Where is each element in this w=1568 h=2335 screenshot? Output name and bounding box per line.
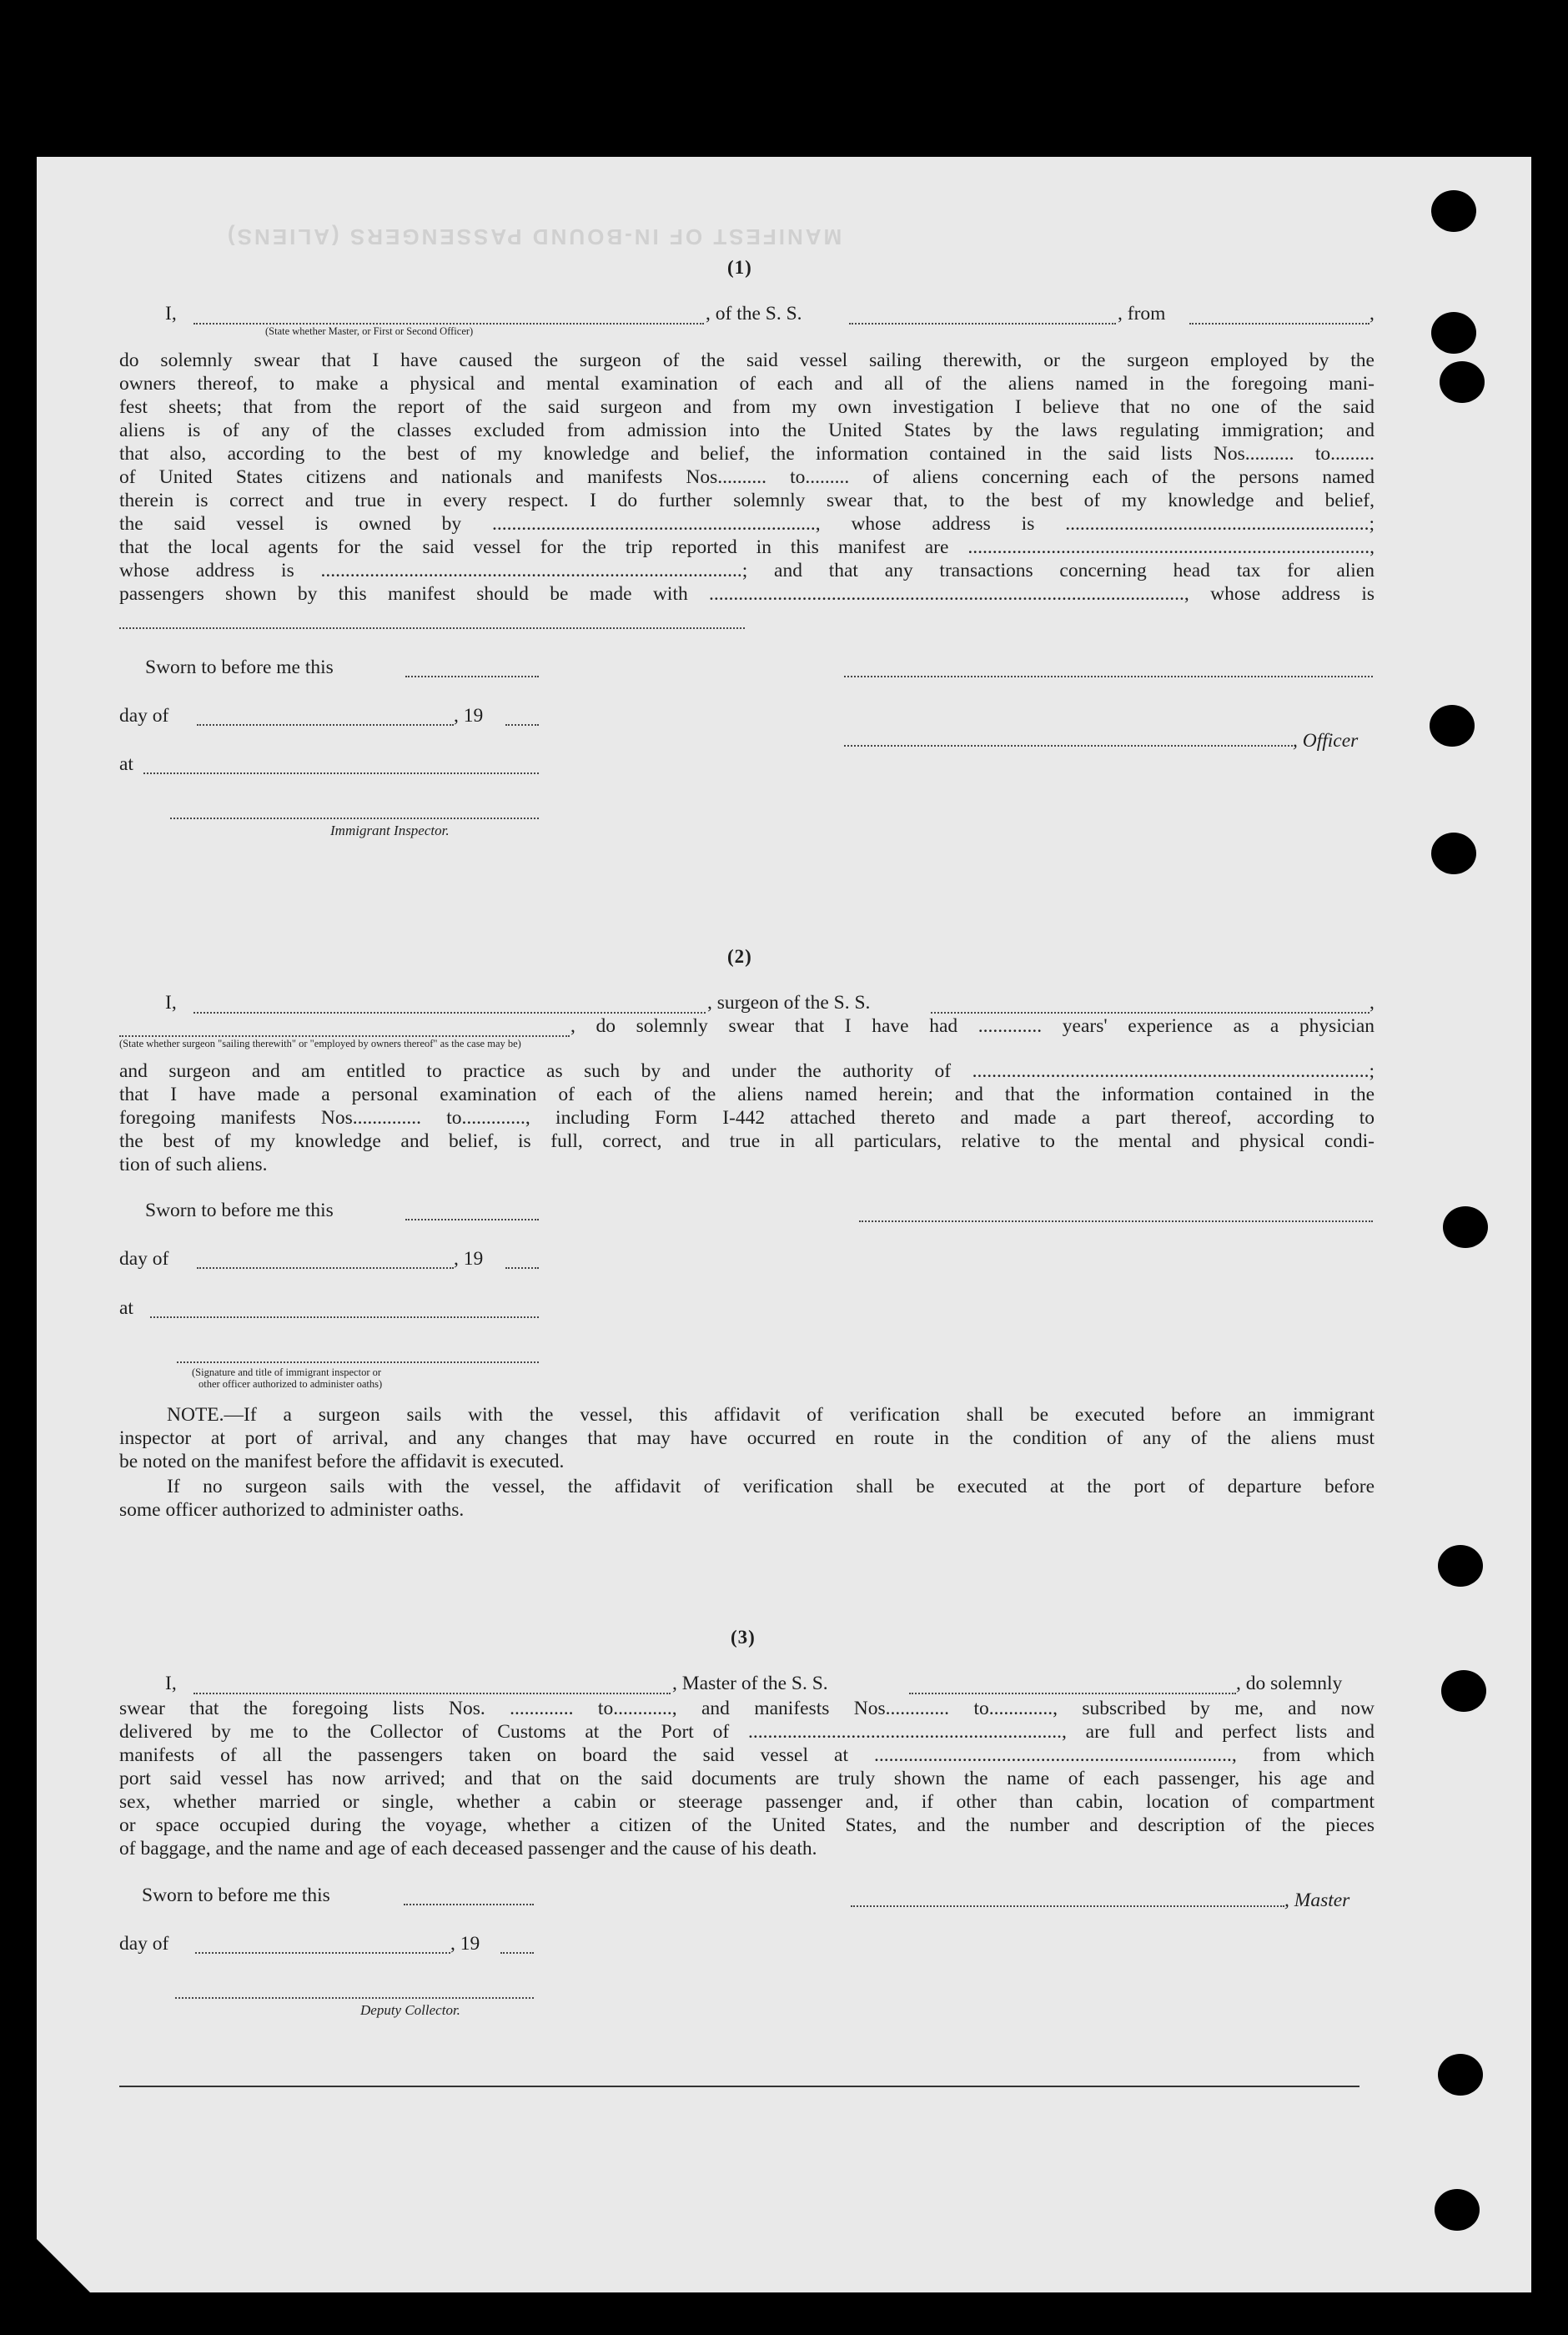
s1-from-blank [1189,323,1369,325]
s3-name-blank [193,1693,671,1694]
s1-body-line: that the local agents for the said vessel for the trip reported in this manifest are .................................................................................., [119,536,1375,558]
s2-at-blank [150,1316,539,1318]
s3-body-line: sex, whether married or single, whether a cabin or steerage passenger and, if other than cabin, location of compartment [119,1791,1375,1813]
s3-do-solemnly: , do solemnly [1236,1673,1343,1694]
s3-i: I, [165,1673,177,1694]
s3-year-label: , 19 [450,1933,480,1955]
s1-officer-sig-line-1 [844,676,1373,677]
binder-hole [1441,1670,1486,1712]
s1-from: , from [1118,303,1166,325]
binder-hole [1440,361,1485,403]
s1-body-line: fest sheets; that from the report of the said surgeon and from my own investigation I believe that no one of the said [119,396,1375,418]
binder-hole [1435,2189,1480,2231]
s2-body-line: foregoing manifests Nos.............. to............., including Form I-442 attached thereto and made a part thereof, according to [119,1107,1375,1129]
s2-body-line: tion of such aliens. [119,1154,268,1175]
s1-inspector-label: Immigrant Inspector. [330,823,450,838]
s1-officer-label: , Officer [1293,730,1359,752]
s1-sworn-blank [405,676,539,677]
s2-swear-line: , do solemnly swear that I have had ............. years' experience as a physician [570,1015,1375,1037]
s3-day-label: day of [119,1933,169,1955]
s2-sworn-blank [405,1219,539,1220]
binder-hole [1431,833,1476,874]
s2-sig-note-1: (Signature and title of immigrant inspector or [192,1366,382,1378]
s1-body-line: passengers shown by this manifest should be made with ................................................................................................., whose address is [119,583,1375,605]
s2-i: I, [165,992,177,1014]
s2-year-label: , 19 [454,1248,484,1270]
s3-master-sig-line [851,1905,1284,1907]
s1-i: I, [165,303,177,325]
s2-surgeon-sig-line [859,1220,1373,1222]
s1-day-blank [197,724,454,726]
binder-hole [1438,2054,1483,2096]
s3-sworn-blank [404,1904,534,1905]
s3-day-blank [195,1952,450,1954]
binder-hole [1438,1545,1483,1587]
s2-body-line: that I have made a personal examination of each of the aliens named herein; and that the information contained in the [119,1084,1375,1105]
bleed-through-text: MANIFEST OF IN-BOUND PASSENGERS (ALIENS) [225,224,842,249]
s1-body-line: the said vessel is owned by .................................................................., whose address is ..............................................................; [119,513,1375,535]
s2-inspector-sig-line [177,1361,539,1363]
s3-body-line: of baggage, and the name and age of each deceased passenger and the cause of his death. [119,1838,817,1859]
s1-body-line: whose address is ......................................................................................; and that any transactions concerning head tax for alien [119,560,1375,581]
s1-at-blank [143,772,539,774]
s3-body-line: or space occupied during the voyage, whether a citizen of the United States, and the number and description of the pieces [119,1814,1375,1836]
s1-body-line: of United States citizens and nationals and manifests Nos.......... to......... of aliens concerning each of the persons named [119,466,1375,488]
s1-officer-sig-line [844,745,1293,747]
section-1-heading: (1) [727,257,752,278]
s3-body-line: port said vessel has now arrived; and that on the said documents are truly shown the name of each passenger, his age and [119,1768,1375,1789]
s1-year-blank [505,724,539,726]
s2-note-line: be noted on the manifest before the affidavit is executed. [119,1451,565,1472]
s1-year-label: , 19 [454,705,484,727]
s1-inspector-sig-line [170,818,539,819]
s1-state-note: (State whether Master, or First or Second Officer) [265,325,474,337]
s2-day-label: day of [119,1248,169,1270]
binder-hole [1431,190,1476,232]
s1-sworn-label: Sworn to before me this [145,657,334,678]
binder-hole [1443,1206,1488,1248]
s2-note2-line: some officer authorized to administer oaths. [119,1499,465,1521]
s2-year-blank [505,1267,539,1269]
s1-body-line: do solemnly swear that I have caused the surgeon of the said vessel sailing therewith, or the surgeon employed by the [119,350,1375,371]
s2-vessel-blank [931,1012,1369,1014]
s3-body-line: delivered by me to the Collector of Customs at the Port of ................................................................, are full and perfect lists and [119,1721,1375,1743]
s1-body-line: aliens is of any of the classes excluded from admission into the United States by the laws regulating immigration; and [119,420,1375,441]
bottom-rule [119,2086,1359,2087]
s1-day-label: day of [119,705,169,727]
s2-state-note: (State whether surgeon "sailing therewith" or "employed by owners thereof" as the case may be) [119,1038,521,1049]
section-3-heading: (3) [731,1627,756,1648]
s3-collector-sig-line [175,1997,534,1999]
s3-master-of: , Master of the S. S. [672,1673,828,1694]
s1-body-line: owners thereof, to make a physical and mental examination of each and all of the aliens named in the foregoing mani- [119,373,1375,395]
s1-body-line: that also, according to the best of my knowledge and belief, the information contained in the said lists Nos.......... to......... [119,443,1375,465]
s1-vessel-blank [849,323,1116,325]
s2-body-line: and surgeon and am entitled to practice as such by and under the authority of .................................................................................; [119,1060,1375,1082]
s1-body-line: therein is correct and true in every respect. I do further solemnly swear that, to the best of my knowledge and belief, [119,490,1375,511]
binder-hole [1431,312,1476,354]
s2-name-blank [193,1012,706,1014]
s2-note2-line: If no surgeon sails with the vessel, the affidavit of verification shall be executed at the port of departure before [167,1476,1375,1497]
s3-master-label: , Master [1284,1890,1350,1911]
s3-body-line: manifests of all the passengers taken on board the said vessel at ........................................................................., from which [119,1744,1375,1766]
s3-sworn-label: Sworn to before me this [142,1885,330,1906]
s2-note-line: NOTE.—If a surgeon sails with the vessel, this affidavit of verification shall be executed before an immigrant [167,1404,1375,1426]
s2-day-blank [197,1267,454,1269]
s2-note-line: inspector at port of arrival, and any changes that may have occurred en route in the condition of any of the aliens must [119,1427,1375,1449]
s2-sailing-blank [119,1035,570,1037]
s1-of-ss: , of the S. S. [706,303,802,325]
s1-at-label: at [119,753,133,775]
s3-body-line: swear that the foregoing lists Nos. ............. to............, and manifests Nos............. to............., subscribed by me, and now [119,1698,1375,1719]
section-2-heading: (2) [727,946,752,967]
s2-sig-note-2: other officer authorized to administer oaths) [199,1378,383,1390]
s1-address-blank [119,627,745,629]
s2-at-label: at [119,1297,133,1319]
s3-vessel-blank [909,1693,1236,1694]
binder-hole [1430,705,1475,747]
s3-collector-label: Deputy Collector. [360,2002,460,2018]
s2-comma: , [1369,992,1375,1014]
s2-body-line: the best of my knowledge and belief, is full, correct, and true in all particulars, relative to the mental and physical condi- [119,1130,1375,1152]
s1-name-blank [193,323,704,325]
s1-comma: , [1369,303,1375,325]
s3-year-blank [500,1952,534,1954]
s2-sworn-label: Sworn to before me this [145,1200,334,1221]
s2-surgeon-of: , surgeon of the S. S. [707,992,871,1014]
